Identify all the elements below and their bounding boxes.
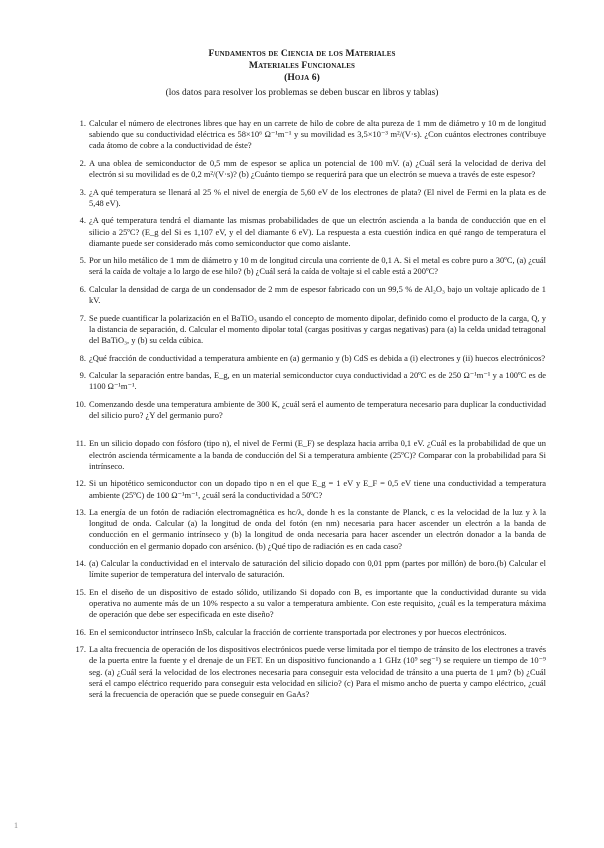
instructions-note: (los datos para resolver los problemas se deben buscar en libros y tablas)	[165, 88, 439, 98]
problem-number: 9.	[79, 370, 86, 381]
problem-item	[72, 118, 546, 152]
problem-number: 14.	[75, 558, 86, 569]
problem-text: Se puede cuantificar la polarización en el BaTiO₃ usando el concepto de momento dipolar, definido como el producto de la carga, Q, y la distancia de separación, d. Calcular el momento dipolar total (cargas positivas y cargas negativas) para (a) la celda unidad tetragonal del BaTiO₃, y (b) su celda cúbica.	[89, 312, 546, 346]
problem-item	[72, 507, 546, 552]
problem-item	[72, 558, 546, 580]
problem-item	[72, 587, 546, 621]
problem-item	[72, 215, 546, 249]
problem-text: En el semiconductor intrínseco InSb, calcular la fracción de corriente transportada por electrones y por huecos electrónicos.	[89, 626, 507, 637]
problem-number: 8.	[79, 352, 86, 363]
problem-item	[72, 187, 546, 209]
sheet-number: (Hoja 6)	[284, 72, 320, 83]
problem-text: Calcular el número de electrones libres que hay en un carrete de hilo de cobre de alta pureza de 1 mm de diámetro y 10 m de longitud sabiendo que su conductividad eléctrica es 58×10⁶ Ω⁻¹m⁻¹ y su movilidad es 3,5×10⁻³ m²/(V·s). ¿Con cuántos electrones contribuye cada átomo de cobre a la conductividad de éste?	[89, 118, 546, 151]
problem-item	[72, 627, 546, 638]
problem-text: Comenzando desde una temperatura ambiente de 300 K, ¿cuál será el aumento de temperatura necesario para duplicar la conductividad del silicio puro? ¿Y del germanio puro?	[89, 398, 546, 420]
problem-item	[72, 478, 546, 500]
problem-text: En un silicio dopado con fósforo (tipo n), el nivel de Fermi (E_F) se desplaza hacia arriba 0,1 eV. ¿Cuál es la probabilidad de que un electrón ascienda térmicamente a la banda de conducción del Si a temperatura ambiente (25ºC)? Comparar con la probabilidad para Si intrínseco.	[89, 438, 546, 471]
problem-text: En el diseño de un dispositivo de estado sólido, utilizando Si dopado con B, es importante que la conductividad durante su vida operativa no aumente más de un 10% respecto a su valor a temperatura ambiente. Con este requisito, ¿cuál es la temperatura máxima de operación que debe ser especificada en este diseño?	[89, 586, 546, 620]
problem-text: ¿A qué temperatura tendrá el diamante las mismas probabilidades de que un electrón ascienda a la banda de conducción que en el silicio a 25ºC? (E_g del Si es 1,107 eV, y el del diamante 6 eV). La respuesta a esta cuestión indica en qué rango de temperatura el diamante puede ser considerado más como semiconductor que como aislante.	[89, 215, 546, 248]
problem-item	[72, 284, 546, 306]
section-gap	[72, 427, 546, 438]
problem-number: 2.	[79, 157, 86, 168]
problem-item	[72, 644, 546, 700]
problem-text: ¿A qué temperatura se llenará al 25 % el nivel de energía de 5,60 eV de los electrones de plata? (El nivel de Fermi en la plata es de 5,48 eV).	[89, 186, 546, 208]
page-header	[0, 48, 604, 100]
problem-item	[72, 158, 546, 180]
problem-text: A una oblea de semiconductor de 0,5 mm de espesor se aplica un potencial de 100 mV. (a) ¿Cuál será la velocidad de deriva del electrón si su movilidad es de 0,2 m²/(V·s)? (b) ¿Cuánto tiempo se requerirá para que un electrón se mueva a través de este espesor?	[89, 157, 546, 180]
problem-number: 12.	[75, 478, 86, 489]
problem-list	[72, 118, 546, 707]
problem-number: 6.	[79, 283, 86, 294]
problem-item	[72, 370, 546, 392]
problem-number: 7.	[79, 312, 86, 323]
problem-item	[72, 313, 546, 347]
problem-number: 3.	[79, 186, 86, 197]
problem-number: 4.	[79, 215, 86, 226]
problem-text: ¿Qué fracción de conductividad a temperatura ambiente en (a) germanio y (b) CdS es debida a (i) electrones y (ii) huecos electrónicos?	[89, 352, 546, 363]
problem-text: Calcular la densidad de carga de un condensador de 2 mm de espesor fabricado con un 99,5 % de Al₂O₃ bajo un voltaje aplicado de 1 kV.	[89, 283, 546, 306]
problem-number: 11.	[75, 438, 86, 449]
problem-number: 10.	[75, 398, 86, 409]
problem-number: 1.	[79, 118, 86, 128]
problem-item	[72, 399, 546, 421]
problem-text: Si un hipotético semiconductor con un dopado tipo n en el que E_g = 1 eV y E_F = 0,5 eV tiene una conductividad a temperatura ambiente (25ºC) de 100 Ω⁻¹m⁻¹, ¿cuál será la conductividad a 50ºC?	[89, 478, 546, 500]
problem-text: Por un hilo metálico de 1 mm de diámetro y 10 m de longitud circula una corriente de 0,1 A. Si el metal es cobre puro a 30ºC, (a) ¿cuál será la caída de voltaje a lo largo de ese hilo? (b) ¿Cuál será la caída de voltaje si el cable está a 200ºC?	[89, 255, 546, 277]
problem-text: Calcular la separación entre bandas, E_g, en un material semiconductor cuya conductividad a 20ºC es de 250 Ω⁻¹m⁻¹ y a 100ºC es de 1100 Ω⁻¹m⁻¹.	[89, 370, 546, 392]
problem-number: 13.	[75, 507, 86, 518]
problem-number: 17.	[75, 644, 86, 655]
topic-title: Materiales Funcionales	[248, 60, 356, 71]
problem-text: La alta frecuencia de operación de los dispositivos electrónicos puede verse limitada por el tiempo de tránsito de los electrones a través de la puerta entre la fuente y el drenaje de un FET. En un dispositivo funcionando a 1 GHz (10⁹ seg⁻¹) se requiere un tiempo de 10⁻⁹ seg. (a) ¿Cuál será la velocidad de los electrones necesaria para conseguir esta velocidad de tránsito a una puerta de 1 μm? (b) ¿Cuál será el campo eléctrico requerido para conseguir esta velocidad en silicio? (c) Para el mismo ancho de puerta y campo eléctrico, ¿cuál será la frecuencia de operación que se puede conseguir en GaAs?	[89, 644, 546, 700]
problem-item	[72, 438, 546, 472]
course-title: Fundamentos de Ciencia de los Materiales	[208, 48, 396, 59]
problem-number: 15.	[75, 586, 86, 597]
margin-mark: 1	[14, 821, 18, 830]
problem-number: 5.	[79, 255, 86, 266]
problem-item	[72, 353, 546, 364]
problem-number: 16.	[75, 626, 86, 637]
problem-text: La energía de un fotón de radiación electromagnética es hc/λ, donde h es la constante de Planck, c es la velocidad de la luz y λ la longitud de onda. Calcular (a) la longitud de onda del fotón (en nm) necesaria para hacer ascender un electrón a la banda de conducción en el germanio intrínseco y (b) la longitud de onda necesaria para hacer ascender un electrón donador a la banda de conducción en el germanio dopado con arsénico. (b) ¿Qué tipo de radiación es en cada caso?	[89, 507, 546, 551]
problem-text: (a) Calcular la conductividad en el intervalo de saturación del silicio dopado con 0,01 ppm (partes por millón) de boro.(b) Calcular el límite superior de temperatura del intervalo de saturación.	[89, 558, 546, 580]
problem-item	[72, 255, 546, 277]
